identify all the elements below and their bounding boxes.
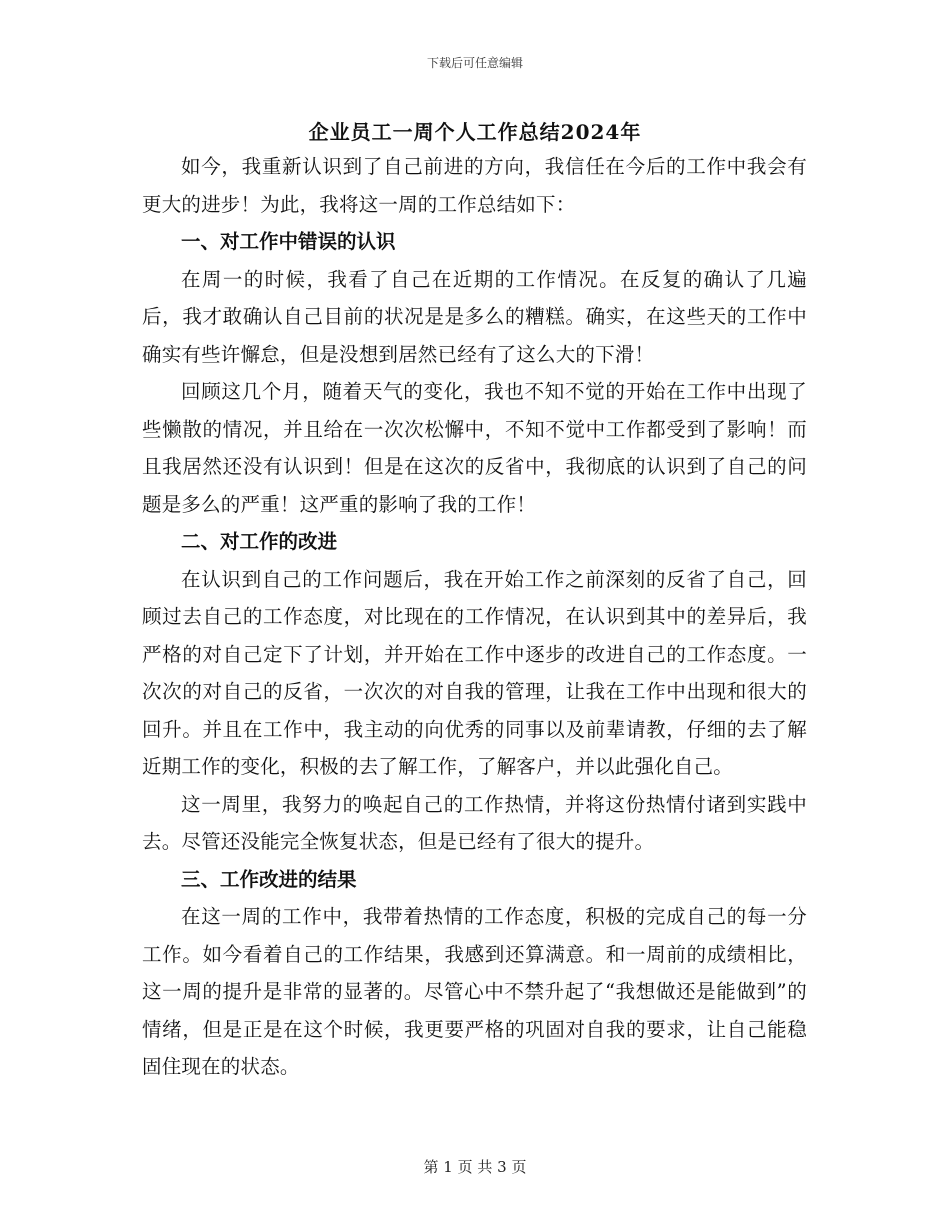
section-2-paragraph-1: 在认识到自己的工作问题后，我在开始工作之前深刻的反省了自己，回顾过去自己的工作态度，对比现在的工作情况，在认识到其中的差异后，我严格的对自己定下了计划，并开始在工作中逐步的改进自己的工作态度。一次次的对自己的反省，一次次的对自我的管理，让我在工作中出现和很大的回升。并且在工作中，我主动的向优秀的同事以及前辈请教，仔细的去了解近期工作的变化，积极的去了解工作，了解客户，并以此强化自己。 [142,567,807,778]
section-3-paragraph-1: 在这一周的工作中，我带着热情的工作态度，积极的完成自己的每一分工作。如今看着自己的工作结果，我感到还算满意。和一周前的成绩相比，这一周的提升是非常的显著的。尽管心中不禁升起了“我想做还是能做到”的情绪，但是正是在这个时候，我更要严格的巩固对自我的要求，让自己能稳固住现在的状态。 [142,905,807,1078]
intro-paragraph: 如今，我重新认识到了自己前进的方向，我信任在今后的工作中我会有更大的进步！为此，我将这一周的工作总结如下： [142,155,807,216]
page-header-note: 下载后可任意编辑 [426,56,523,70]
document-body [142,148,807,1086]
section-heading-3: 三、工作改进的结果 [181,867,357,891]
section-heading-2: 二、对工作的改进 [181,530,338,553]
section-heading-1: 一、对工作中错误的认识 [181,230,396,253]
section-1-paragraph-1: 在周一的时候，我看了自己在近期的工作情况。在反复的确认了几遍后，我才敢确认自己目前的状况是是多么的糟糕。确实，在这些天的工作中确实有些许懈怠，但是没想到居然已经有了这么大的下滑！ [142,267,807,366]
document-title: 企业员工一周个人工作总结2024年 [308,120,642,144]
page-number-footer: 第 1 页 共 3 页 [423,1158,527,1176]
section-1-paragraph-2: 回顾这几个月，随着天气的变化，我也不知不觉的开始在工作中出现了些懒散的情况，并且给在一次次松懈中，不知不觉中工作都受到了影响！而且我居然还没有认识到！但是在这次的反省中，我彻底的认识到了自己的问题是多么的严重！这严重的影响了我的工作！ [142,380,807,516]
section-2-paragraph-2: 这一周里，我努力的唤起自己的工作热情，并将这份热情付诸到实践中去。尽管还没能完全恢复状态，但是已经有了很大的提升。 [142,792,807,853]
